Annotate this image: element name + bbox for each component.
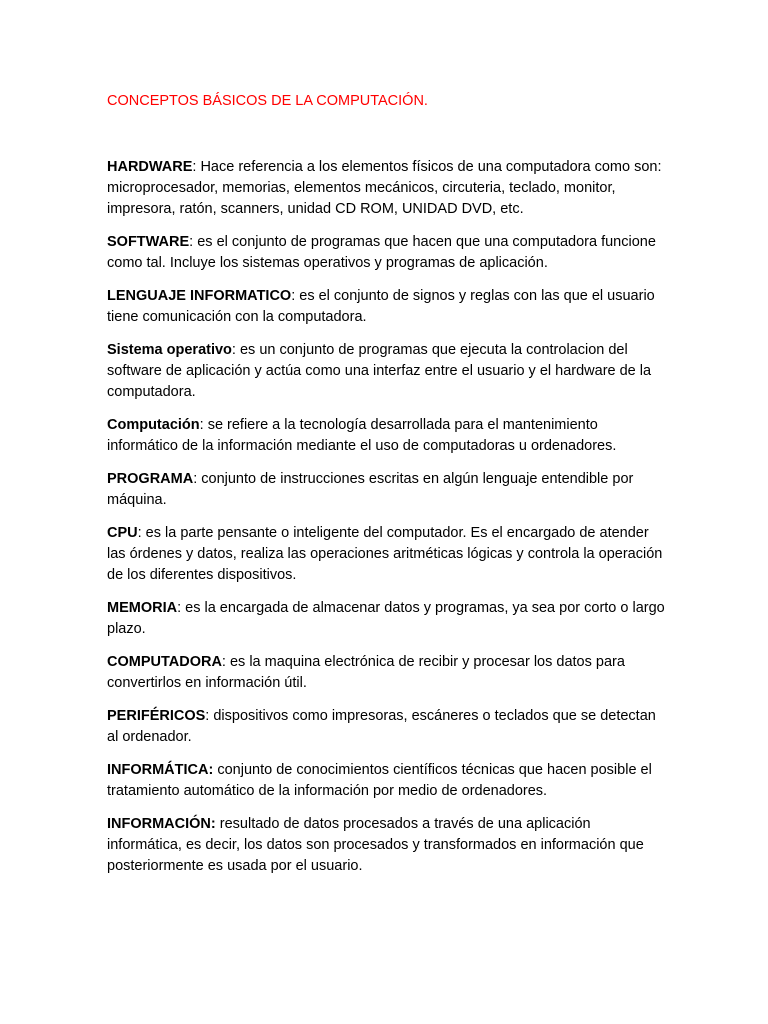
definition-term: PROGRAMA <box>107 471 194 487</box>
definition-separator: : <box>177 600 182 616</box>
definition-separator: : <box>192 159 197 175</box>
definition-text: es la maquina electrónica de recibir y procesar los datos para convertirlos en información útil. <box>107 654 625 691</box>
definition-paragraph <box>107 232 667 274</box>
definition-term: COMPUTADORA <box>107 654 222 670</box>
definition-separator: : <box>137 525 142 541</box>
definition-text: es la parte pensante o inteligente del computador. Es el encargado de atender las órdenes y datos, realiza las operaciones aritméticas lógicas y controla la operación de los diferentes dispositivos. <box>107 525 663 583</box>
definition-text: se refiere a la tecnología desarrollada para el mantenimiento informático de la información mediante el uso de computadoras u ordenadores. <box>107 417 617 454</box>
definition-term: SOFTWARE <box>107 234 190 250</box>
definition-paragraph <box>107 706 667 748</box>
definition-text: es el conjunto de programas que hacen que una computadora funcione como tal. Incluye los sistemas operativos y programas de aplicación. <box>107 234 656 271</box>
document-title: CONCEPTOS BÁSICOS DE LA COMPUTACIÓN. <box>107 93 428 109</box>
definition-separator: : <box>199 417 204 433</box>
definition-text: es un conjunto de programas que ejecuta la controlacion del software de aplicación y actúa como una interfaz entre el usuario y el hardware de la computadora. <box>107 342 652 400</box>
definition-paragraph <box>107 286 667 328</box>
definition-separator: : <box>193 471 198 487</box>
definition-paragraph <box>107 652 667 694</box>
definition-term: CPU <box>107 525 138 541</box>
definition-paragraph <box>107 415 667 457</box>
definition-text: es la encargada de almacenar datos y programas, ya sea por corto o largo plazo. <box>107 600 665 637</box>
definition-term: Sistema operativo <box>107 342 232 358</box>
definition-paragraph <box>107 469 667 511</box>
definition-term: LENGUAJE INFORMATICO <box>107 288 292 304</box>
definition-paragraph <box>107 157 667 220</box>
definition-term: HARDWARE <box>107 159 193 175</box>
definition-text: conjunto de conocimientos científicos técnicas que hacen posible el tratamiento automático de la información por medio de ordenadores. <box>107 762 652 799</box>
definition-paragraph <box>107 814 667 877</box>
definition-text: dispositivos como impresoras, escáneres o teclados que se detectan al ordenador. <box>107 708 656 745</box>
definition-text: resultado de datos procesados a través de una aplicación informática, es decir, los datos son procesados y transformados en información que posteriormente es usada por el usuario. <box>107 816 644 874</box>
definition-text: es el conjunto de signos y reglas con las que el usuario tiene comunicación con la computadora. <box>107 288 655 325</box>
definitions-list <box>107 157 667 889</box>
definition-separator: : <box>231 342 236 358</box>
definition-term: INFORMACIÓN: <box>107 816 216 832</box>
definition-paragraph <box>107 340 667 403</box>
definition-text: conjunto de instrucciones escritas en algún lenguaje entendible por máquina. <box>107 471 634 508</box>
definition-term: INFORMÁTICA: <box>107 762 214 778</box>
definition-paragraph <box>107 760 667 802</box>
definition-term: Computación <box>107 417 200 433</box>
definition-separator: : <box>221 654 226 670</box>
definition-paragraph <box>107 598 667 640</box>
definition-separator: : <box>189 234 194 250</box>
definition-term: PERIFÉRICOS <box>107 708 206 724</box>
definition-paragraph <box>107 523 667 586</box>
definition-text: Hace referencia a los elementos físicos de una computadora como son: microprocesador, memorias, elementos mecánicos, circuteria, teclado, monitor, impresora, ratón, scanners, unidad CD ROM, UNIDAD DVD, etc. <box>107 159 662 217</box>
definition-separator: : <box>291 288 296 304</box>
definition-term: MEMORIA <box>107 600 178 616</box>
definition-separator: : <box>205 708 210 724</box>
